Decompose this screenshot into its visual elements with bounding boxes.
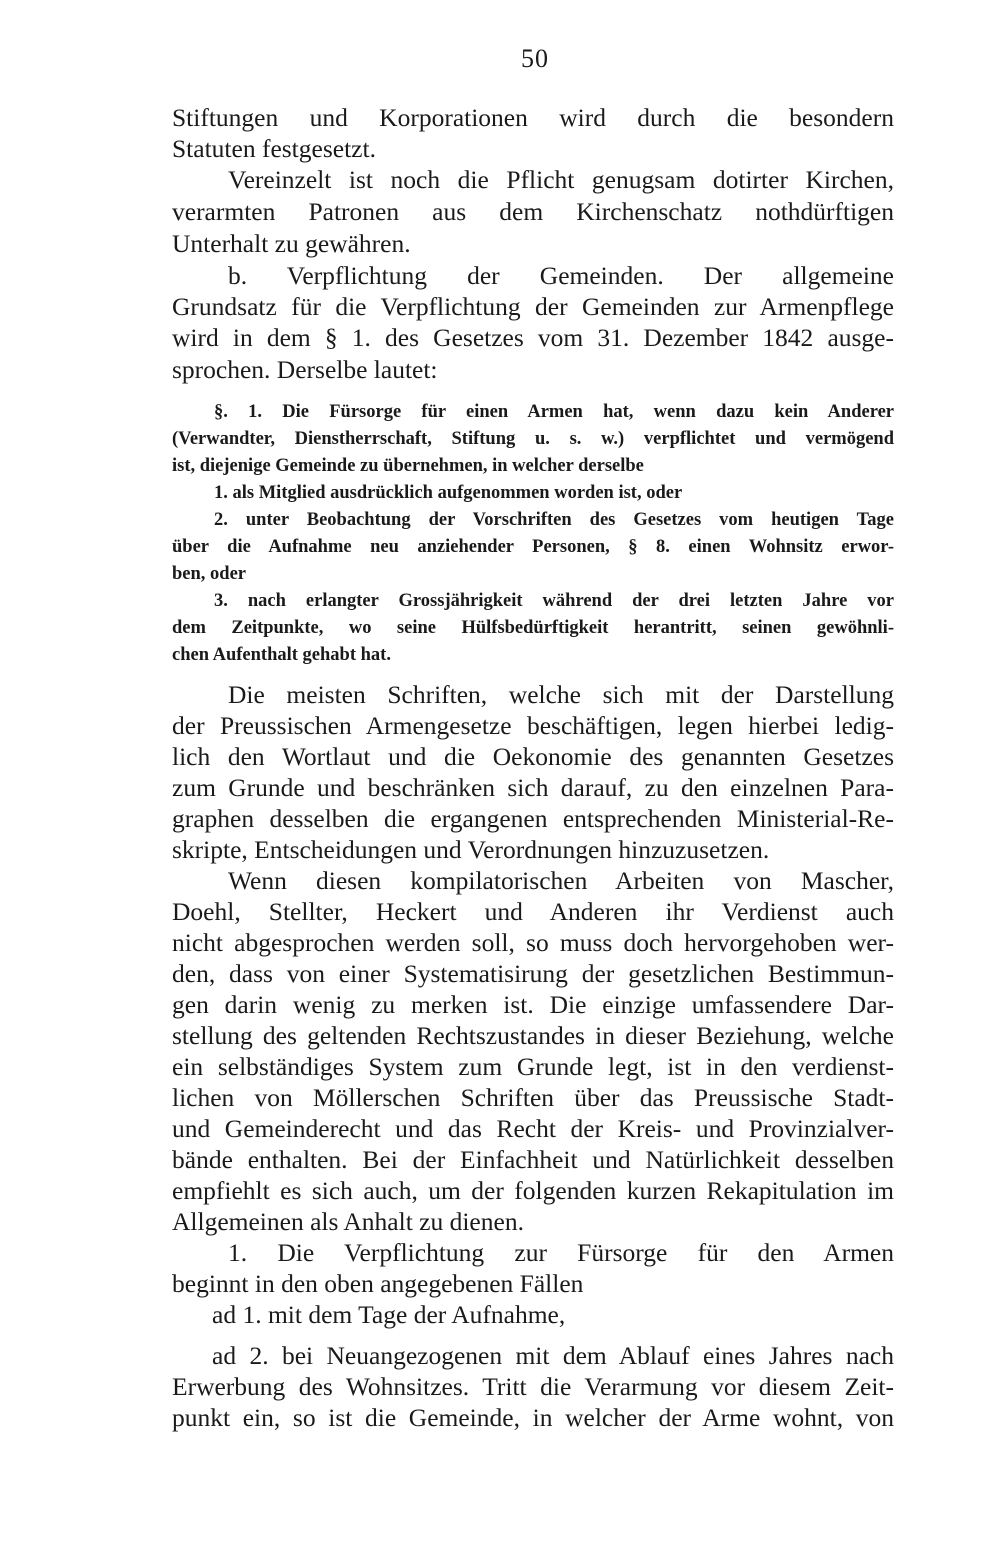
text-line: zum Grunde und beschränken sich darauf, zu den einzelnen Para- bbox=[172, 773, 894, 802]
text-line: nicht abgesprochen werden soll, so muss doch hervorgehoben wer- bbox=[172, 928, 894, 957]
text-line: 1. Die Verpflichtung zur Fürsorge für den Armen bbox=[228, 1238, 894, 1267]
quoted-law-line: (Verwandter, Dienstherrschaft, Stiftung u. s. w.) verpflichtet und vermögend bbox=[172, 429, 894, 449]
quoted-law-line: 1. als Mitglied ausdrücklich aufgenommen worden ist, oder bbox=[214, 483, 683, 503]
text-line: Doehl, Stellter, Heckert und Anderen ihr Verdienst auch bbox=[172, 897, 894, 926]
quoted-law-line: chen Aufenthalt gehabt hat. bbox=[172, 645, 391, 665]
text-line: punkt ein, so ist die Gemeinde, in welcher der Arme wohnt, von bbox=[172, 1403, 894, 1432]
text-line: empfiehlt es sich auch, um der folgenden kurzen Rekapitulation im bbox=[172, 1176, 894, 1205]
text-line: beginnt in den oben angegebenen Fällen bbox=[172, 1269, 584, 1298]
text-line: Grundsatz für die Verpflichtung der Gemeinden zur Armenpflege bbox=[172, 292, 894, 321]
text-line: wird in dem § 1. des Gesetzes vom 31. Dezember 1842 ausge- bbox=[172, 323, 894, 352]
text-line: und Gemeinderecht und das Recht der Kreis- und Provinzialver- bbox=[172, 1114, 894, 1143]
page-number: 50 bbox=[521, 44, 549, 73]
quoted-law-line: dem Zeitpunkte, wo seine Hülfsbedürftigkeit herantritt, seinen gewöhnli- bbox=[172, 618, 894, 638]
text-line: sprochen. Derselbe lautet: bbox=[172, 355, 438, 384]
text-line: ein selbständiges System zum Grunde legt, ist in den verdienst- bbox=[172, 1052, 894, 1081]
text-line: Statuten festgesetzt. bbox=[172, 134, 376, 163]
text-line: Unterhalt zu gewähren. bbox=[172, 229, 411, 258]
text-line: ad 2. bei Neuangezogenen mit dem Ablauf eines Jahres nach bbox=[212, 1341, 894, 1370]
text-line: lichen von Möllerschen Schriften über das Preussische Stadt- bbox=[172, 1083, 894, 1112]
text-line: skripte, Entscheidungen und Verordnungen hinzuzusetzen. bbox=[172, 835, 770, 864]
text-line: stellung des geltenden Rechtszustandes in dieser Beziehung, welche bbox=[172, 1021, 894, 1050]
quoted-law-line: ist, diejenige Gemeinde zu übernehmen, in welcher derselbe bbox=[172, 456, 644, 476]
text-line: Vereinzelt ist noch die Pflicht genugsam dotirter Kirchen, bbox=[228, 165, 894, 194]
text-line: der Preussischen Armengesetze beschäftigen, legen hierbei ledig- bbox=[172, 711, 894, 740]
text-line: Erwerbung des Wohnsitzes. Tritt die Verarmung vor diesem Zeit- bbox=[172, 1372, 894, 1401]
quoted-law-line: 2. unter Beobachtung der Vorschriften des Gesetzes vom heutigen Tage bbox=[214, 510, 894, 530]
text-line: verarmten Patronen aus dem Kirchenschatz nothdürftigen bbox=[172, 197, 894, 226]
quoted-law-line: §. 1. Die Fürsorge für einen Armen hat, wenn dazu kein Anderer bbox=[214, 402, 894, 422]
text-line: Allgemeinen als Anhalt zu dienen. bbox=[172, 1207, 524, 1236]
text-line: lich den Wortlaut und die Oekonomie des genannten Gesetzes bbox=[172, 742, 894, 771]
text-line: Die meisten Schriften, welche sich mit der Darstellung bbox=[228, 680, 894, 709]
text-line: ad 1. mit dem Tage der Aufnahme, bbox=[212, 1300, 566, 1329]
quoted-law-line: 3. nach erlangter Grossjährigkeit während der drei letzten Jahre vor bbox=[214, 591, 894, 611]
text-line: Wenn diesen kompilatorischen Arbeiten von Mascher, bbox=[228, 866, 894, 895]
quoted-law-line: ben, oder bbox=[172, 564, 246, 584]
section-heading: b. Verpflichtung der Gemeinden. Der allgemeine bbox=[228, 261, 894, 290]
text-line: bände enthalten. Bei der Einfachheit und Natürlichkeit desselben bbox=[172, 1145, 894, 1174]
text-line: graphen desselben die ergangenen entsprechenden Ministerial-Re- bbox=[172, 804, 894, 833]
text-line: Stiftungen und Korporationen wird durch die besondern bbox=[172, 103, 894, 132]
text-line: den, dass von einer Systematisirung der gesetzlichen Bestimmun- bbox=[172, 959, 894, 988]
text-line: gen darin wenig zu merken ist. Die einzige umfassendere Dar- bbox=[172, 990, 894, 1019]
quoted-law-line: über die Aufnahme neu anziehender Personen, § 8. einen Wohnsitz erwor- bbox=[172, 537, 894, 557]
